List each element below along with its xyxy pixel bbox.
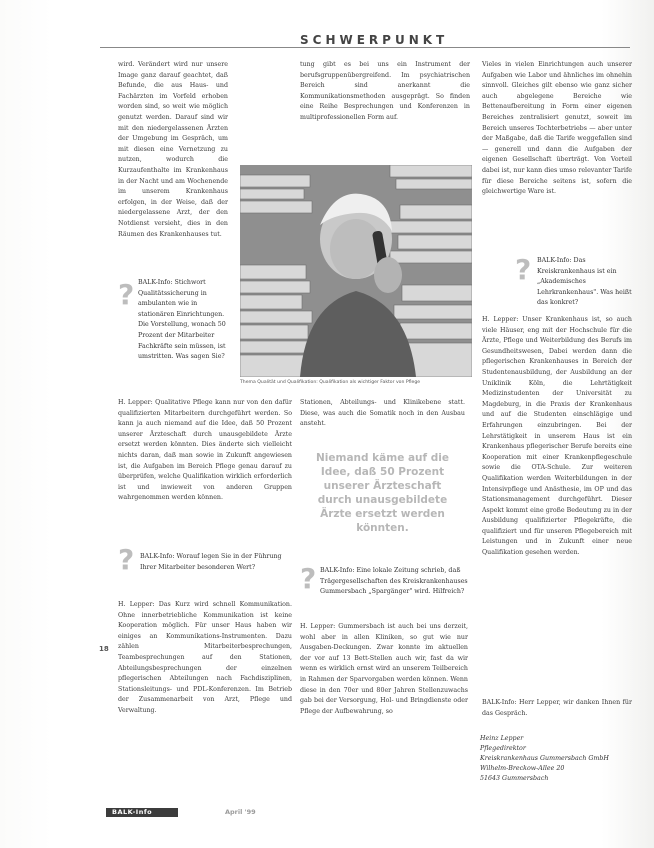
question-3: BALK-Info: Eine lokale Zeitung schrieb, daß Trägergesellschaften des Kreiskrankenhauses Gummersbach „Spargänger" wird. Hilfreich?	[320, 567, 468, 596]
section-header: SCHWERPUNKT	[300, 33, 449, 47]
paragraph: tung gibt es bei uns ein Instrument der berufsgruppenübergreifend. Im psychiatrischen Bereich sind anerkannt die Kommunikationsmethoden ausgeprägt. So finden eine Reihe Besprechungen und Konferenzen in multiprofessionellen Form auf.	[300, 61, 470, 121]
col1-end-text	[118, 600, 292, 721]
question-mark-icon: ?	[515, 253, 532, 286]
paragraph: H. Lepper: Qualitative Pflege kann nur von den dafür qualifizierten Mitarbeitern durchgeführt werden. So kann ja auch niemand auf die Idee, daß 50 Prozent unserer Ärzteschaft durch unausgebildete Ärzte ersetzt werden könnten. Dies änderte sich vielleicht nichts daran, daß man sowie in Zukunft angewiesen ist, die Aufgaben im Bereich Pflege genau darauf zu überprüfen, welche Qualifikation wirklich erforderlich ist und inwieweit von anderen Gruppen wahrgenommen werden können.	[118, 399, 292, 502]
page-number: 18	[99, 645, 109, 653]
signature-street: Wilhelm-Breckow-Allee 20	[480, 765, 565, 772]
footer-brand: BALK-Info	[112, 808, 153, 816]
col1-top-text	[118, 60, 228, 244]
col3-top-text	[482, 60, 632, 202]
footer-date: April '99	[225, 808, 256, 816]
signature-city: 51643 Gummersbach	[480, 775, 549, 782]
question-mark-icon: ?	[118, 278, 135, 311]
header-rule	[100, 47, 630, 48]
col1-bottom-text	[118, 398, 292, 508]
col2-bottom-text	[300, 622, 468, 721]
paragraph: Vieles in vielen Einrichtungen auch unserer Aufgaben wie Labor und ähnliches im ohnehin sinnvoll. Gleiches gilt ebenso wie ganz sicher auch abgelegene Bereiche wie Bettenaufbereitung in Form einer eigenen Bereiches zentralisiert genutzt, soweit im Bereich unseres Tochterbetriebs — aber unter der Maßgabe, daß die Tarife weggefallen sind — generell und dann die Aufgaben der eigenen Gesellschaft überträgt. Von Vorteil dabei ist, nur kann dies umso relevanter Tarife für diese Bereiche seitens ist, sofern die gleichwertige Ware ist.	[482, 61, 632, 196]
paragraph: H. Lepper: Unser Krankenhaus ist, so auch viele Häuser, eng mit der Hochschule für die Ärzte, Pflege und Weiterbildung des Berufs im Gesundheitswesen, Dabei werden dann die pflegerischen Krankenhauses in Bereich der Studentenausbildung, der Ausbildung an der Uniklinik Köln, die Lehrtätigkeit Medizinstudenten der Universität zu Magdeburg, in die Praxis der Krankenhaus und auf die Studenten einschlägige und Erfahrungen einzubringen. Bei der Lehrstätigkeit in unserem Haus ist ein Krankenhaus pflegerischer Berufe bereits eine Kooperation mit einer Krankenpflegeschule sowie die OTA-Schule. Zur weiteren Qualifikation werden Weiterbildungen in der Intensivpflege und Anästhesie, im OP und das Stationsmanagement durchgeführt. Dieser Aspekt kommt eine große Bedeutung zu in der Ausbildung qualifizierter Pflegekräfte, die qualifiziert und für unseren Pflegebereich mit Leistungen und in Zukunft einer neue Qualifikation gesehen werden.	[482, 316, 632, 557]
paragraph: H. Lepper: Das Kurz wird schnell Kommunikation. Ohne innerbetriebliche Kommunikation ist keine Kooperation möglich. Für unser Haus haben wir einiges an Kommunikations-Instrumenten. Dazu zählen Mitarbeiterbesprechungen, Teambesprechungen auf den Stationen, Abteilungsbesprechungen der einzelnen pflegerischen Abteilungen nach Fachdisziplinen, Stationsleitungs- und PDL-Konferenzen. Im Betrieb der Zusammenarbeit von Arzt, Pflege und Verwaltung.	[118, 601, 292, 714]
pull-quote: Niemand käme auf die Idee, daß 50 Prozent unserer Ärzteschaft durch unausgebildete Ärzte ersetzt werden könnten.	[316, 452, 449, 534]
paragraph: wird. Verändert wird nur unsere Image ganz darauf geachtet, daß Befunde, die aus Haus- und Fachärzten im Vorfeld erhoben worden sind, so weit wie möglich genutzt werden. Darauf sind wir mit den niedergelassenen Ärzten der Umgebung im Gespräch, um mit diesen eine Vernetzung zu nutzen, wodurch die Kurzaufenthalte im Krankenhaus in der Nacht und am Wochenende im unserem Krankenhaus erfolgen, in der Weise, daß der niedergelassene Arzt, der den Notdienst versieht, dies in den Räumen des Krankenhauses tut.	[118, 61, 228, 238]
photo-illustration	[240, 165, 472, 377]
signature-name: Heinz Lepper	[480, 735, 524, 742]
question-mark-icon: ?	[118, 543, 135, 576]
col3-mid-text	[482, 315, 632, 563]
signature-title: Pflegedirektor	[480, 745, 526, 752]
question-1: BALK-Info: Stichwort Qualitätssicherung in ambulanten wie in stationären Einrichtungen. Die Vorstellung, wonach 50 Prozent der Mitarbeiter Fachkräfte sein müssen, ist umstritten. Was sagen Sie?	[138, 279, 226, 361]
question-4: BALK-Info: Das Kreiskrankenhaus ist ein „Akademisches Lehrkrankenhaus". Was heißt das konkret?	[537, 257, 632, 307]
portrait-photo	[240, 165, 472, 377]
photo-caption: Thema Qualität und Qualifikation: Qualifikation als wichtiger Faktor von Pflege	[240, 380, 421, 385]
col2-mid-text	[300, 398, 465, 434]
col2-top-text	[300, 60, 470, 128]
paragraph: H. Lepper: Gummersbach ist auch bei uns derzeit, wohl aber in allen Kliniken, so gut wie nur Ausgaben-Deckungen. Zwar konnte im aktuellen der vor auf 13 Bett-Stellen auch wir, fast da wir wenn es wirklich ernst wird an unserem Teilbereich in Rahmen der Sparvorgaben werden können. Wenn diese in den 70er und 80er Jahren Stellenzuwachs gab bei der Versorgung, Hol- und Bringdienste oder Pflege der Aufbewahrung, so	[300, 623, 468, 715]
signature-org: Kreiskrankenhaus Gummersbach GmbH	[480, 755, 609, 762]
paragraph: Stationen, Abteilungs- und Klinikebene statt. Diese, was auch die Somatik noch in den Ausbau ansteht.	[300, 399, 465, 428]
question-mark-icon: ?	[300, 562, 317, 595]
question-2: BALK-Info: Worauf legen Sie in der Führung Ihrer Mitarbeiter besonderen Wert?	[140, 553, 282, 571]
closing-question	[482, 698, 632, 723]
paragraph: BALK-Info: Herr Lepper, wir danken Ihnen für das Gespräch.	[482, 699, 632, 717]
signature-block	[480, 734, 609, 784]
